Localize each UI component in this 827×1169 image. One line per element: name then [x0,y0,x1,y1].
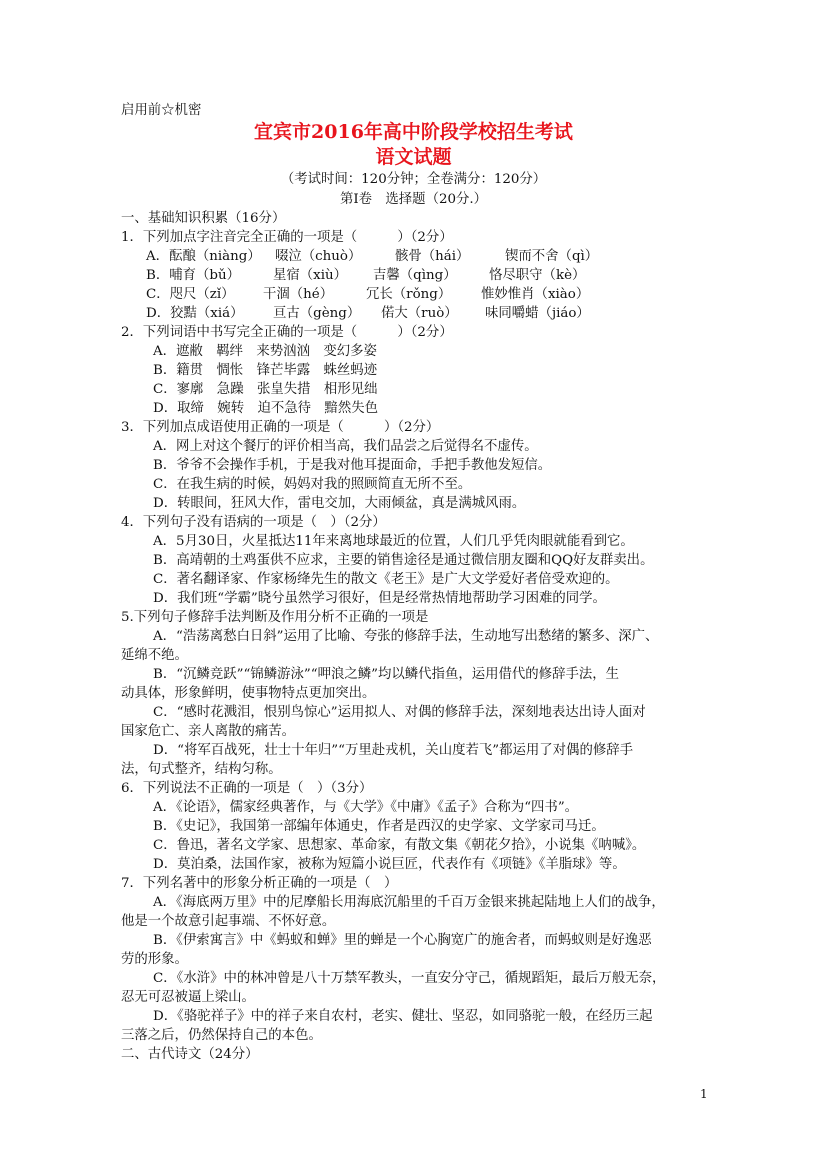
q7-option-d-cont: 三落之后，仍然保持自己的本色。 [121,1028,322,1043]
q5-stem: 5.下列句子修辞手法判断及作用分析不正确的一项是 [121,610,429,625]
q5-option-d: D．“将军百战死，壮士十年归”“万里赴戎机，关山度若飞”都运用了对偶的修辞手 [153,743,634,758]
q7-stem: 7．下列名著中的形象分析正确的一项是（ ） [121,876,398,891]
q5-option-d-cont: 法，句式整齐，结构匀称。 [121,762,282,777]
exam-info: （考试时间：120分钟；全卷满分：120分） [280,172,547,187]
q7-option-a: A．《海底两万里》中的尼摩船长用海底沉船里的千百万金银来挑起陆地上人们的战争， [153,895,665,910]
page-number: 1 [700,1087,708,1101]
q2-stem: 2．下列词语中书写完全正确的一项是（ ）（2分） [121,325,453,340]
q1-stem: 1．下列加点字注音完全正确的一项是（ ）（2分） [121,230,453,245]
q4-option-b: B．高靖朝的土鸡蛋供不应求，主要的销售途径是通过微信朋友圈和QQ好友群卖出。 [153,553,654,568]
q3-stem: 3．下列加点成语使用正确的一项是（ ）（2分） [121,420,440,435]
q7-option-c: C．《水浒》中的林冲曾是八十万禁军教头，一直安分守己，循规蹈矩，最后万般无奈， [153,971,666,986]
q4-option-d: D．我们班“学霸”晓兮虽然学习很好，但是经常热情地帮助学习困难的同学。 [153,591,606,606]
q5-option-a: A．“浩荡离愁白日斜”运用了比喻、夸张的修辞手法，生动地写出愁绪的繁多、深广、 [153,629,659,644]
q2-option-a: A．遮敝 羁绊 来势汹汹 变幻多姿 [153,344,377,359]
exam-page: 启用前☆机密 宜宾市2016年高中阶段学校招生考试 语文试题 （考试时间：120分钟；全卷满分：120分） 第Ⅰ卷 选择题（20分.） 一、基础知识积累（16分） 1．下列加点字注音完全正确的一项是（ ）（2分） A．酝酿（niàng） 啜泣（chuò） 骸骨（hái） 锲而不舍（qì） B．哺育（bǔ） 星宿（xiù） 吉馨（qìng） 恪尽职守（kè） C．咫尺（zǐ） 干涸（hé） 冗长（rǒng） 惟妙惟肖（xiào） D．狡黠（xiá） 亘古（gèng） 偌大（ruò） 味同嚼蜡（jiáo） 2．下列词语中书写完全正确的一项是（ ）（2分） A．遮敝 羁绊 来势汹汹 变幻多姿 B．籍贯 惆怅 锋芒毕露 蛛丝蚂迹 C．寥廓 急躁 张皇失措 相形见绌 D．取缔 婉转 迫不急待 黯然失色 3．下列加点成语使用正确的一项是（ ）（2分） A．网上对这个餐厅的评价相当高，我们品尝之后觉得名不虚传。 B．爷爷不会操作手机，于是我对他耳提面命，手把手教他发短信。 C．在我生病的时候，妈妈对我的照顾简直无所不至。 D．转眼间，狂风大作，雷电交加，大雨倾盆，真是满城风雨。 4．下列句子没有语病的一项是（ ）（2分） A．5月30日，火星抵达11年来离地球最近的位置，人们几乎凭肉眼就能看到它。 B．高靖朝的土鸡蛋供不应求，主要的销售途径是通过微信朋友圈和QQ好友群卖出。 C．著名翻译家、作家杨绛先生的散文《老王》是广大文学爱好者倍受欢迎的。 D．我们班“学霸”晓兮虽然学习很好，但是经常热情地帮助学习困难的同学。 5.下列句子修辞手法判断及作用分析不正确的一项是 A．“浩荡离愁白日斜”运用了比喻、夸张的修辞手法，生动地写出愁绪的繁多、深广、 延绵不绝。 B．“沉鳞竞跃”“锦鳞游泳”“呷浪之鳞”均以鳞代指鱼，运用借代的修辞手法，生 动具体，形象鲜明，使事物特点更加突出。 C．“感时花溅泪，恨别鸟惊心”运用拟人、对偶的修辞手法，深刻地表达出诗人面对 国家危亡、亲人离散的痛苦。 D．“将军百战死，壮士十年归”“万里赴戎机，关山度若飞”都运用了对偶的修辞手 法，句式整齐，结构匀称。 6．下列说法不正确的一项是（ ）（3分） A．《论语》，儒家经典著作，与《大学》《中庸》《孟子》合称为“四书”。 B．《史记》，我国第一部编年体通史，作者是西汉的史学家、文学家司马迁。 C．鲁迅，著名文学家、思想家、革命家，有散文集《朝花夕拾》，小说集《呐喊》。 D．莫泊桑，法国作家，被称为短篇小说巨匠，代表作有《项链》《羊脂球》等。 7．下列名著中的形象分析正确的一项是（ ） A．《海底两万里》中的尼摩船长用海底沉船里的千百万金银来挑起陆地上人们的战争， 他是一个故意引起事端、不怀好意。 B．《伊索寓言》中《蚂蚁和蝉》里的蝉是一个心胸宽广的施舍者，而蚂蚁则是好逸恶 劳的形象。 C．《水浒》中的林冲曾是八十万禁军教头，一直安分守己，循规蹈矩，最后万般无奈， 忍无可忍被逼上梁山。 D．《骆驼祥子》中的祥子来自农村，老实、健壮、坚忍，如同骆驼一般，在经历三起 三落之后，仍然保持自己的本色。 二、古代诗文（24分） 1 [0,0,827,1169]
q6-option-c: C．鲁迅，著名文学家、思想家、革命家，有散文集《朝花夕拾》，小说集《呐喊》。 [153,838,646,853]
q4-option-a: A．5月30日，火星抵达11年来离地球最近的位置，人们几乎凭肉眼就能看到它。 [153,534,634,549]
q3-option-b: B．爷爷不会操作手机，于是我对他耳提面命，手把手教他发短信。 [153,458,552,473]
q7-option-b-cont: 劳的形象。 [121,952,188,967]
q3-option-c: C．在我生病的时候，妈妈对我的照顾简直无所不至。 [153,477,472,492]
q4-option-c: C．著名翻译家、作家杨绛先生的散文《老王》是广大文学爱好者倍受欢迎的。 [153,572,619,587]
confidential-label: 启用前☆机密 [121,103,202,118]
q6-option-d: D．莫泊桑，法国作家，被称为短篇小说巨匠，代表作有《项链》《羊脂球》等。 [153,857,626,872]
q6-stem: 6．下列说法不正确的一项是（ ）（3分） [121,781,373,796]
q5-option-c-cont: 国家危亡、亲人离散的痛苦。 [121,724,296,739]
q7-option-c-cont: 忍无可忍被逼上梁山。 [121,990,255,1005]
q5-option-c: C．“感时花溅泪，恨别鸟惊心”运用拟人、对偶的修辞手法，深刻地表达出诗人面对 [153,705,646,720]
exam-title: 宜宾市2016年高中阶段学校招生考试 [254,121,573,143]
q5-option-b-cont: 动具体，形象鲜明，使事物特点更加突出。 [121,686,376,701]
q6-option-b: B．《史记》，我国第一部编年体通史，作者是西汉的史学家、文学家司马迁。 [153,819,605,834]
q5-option-b: B．“沉鳞竞跃”“锦鳞游泳”“呷浪之鳞”均以鳞代指鱼，运用借代的修辞手法，生 [153,667,620,682]
q5-option-a-cont: 延绵不绝。 [121,648,188,663]
q3-option-a: A．网上对这个餐厅的评价相当高，我们品尝之后觉得名不虚传。 [153,439,538,454]
q2-option-c: C．寥廓 急躁 张皇失措 相形见绌 [153,382,378,397]
section2-heading: 二、古代诗文（24分） [121,1047,259,1062]
q6-option-a: A．《论语》，儒家经典著作，与《大学》《中庸》《孟子》合称为“四书”。 [153,800,579,815]
q4-stem: 4．下列句子没有语病的一项是（ ）（2分） [121,515,386,530]
q7-option-d: D．《骆驼祥子》中的祥子来自农村，老实、健壮、坚忍，如同骆驼一般，在经历三起 [153,1009,653,1024]
q2-option-d: D．取缔 婉转 迫不急待 黯然失色 [153,401,378,416]
subject-title: 语文试题 [375,146,452,168]
q2-option-b: B．籍贯 惆怅 锋芒毕露 蛛丝蚂迹 [153,363,378,378]
q7-option-b: B．《伊索寓言》中《蚂蚁和蝉》里的蝉是一个心胸宽广的施舍者，而蚂蚁则是好逸恶 [153,933,652,948]
volume-heading: 第Ⅰ卷 选择题（20分.） [339,192,488,207]
section1-heading: 一、基础知识积累（16分） [121,211,286,226]
q7-option-a-cont: 他是一个故意引起事端、不怀好意。 [121,914,336,929]
q3-option-d: D．转眼间，狂风大作，雷电交加，大雨倾盆，真是满城风雨。 [153,496,526,511]
